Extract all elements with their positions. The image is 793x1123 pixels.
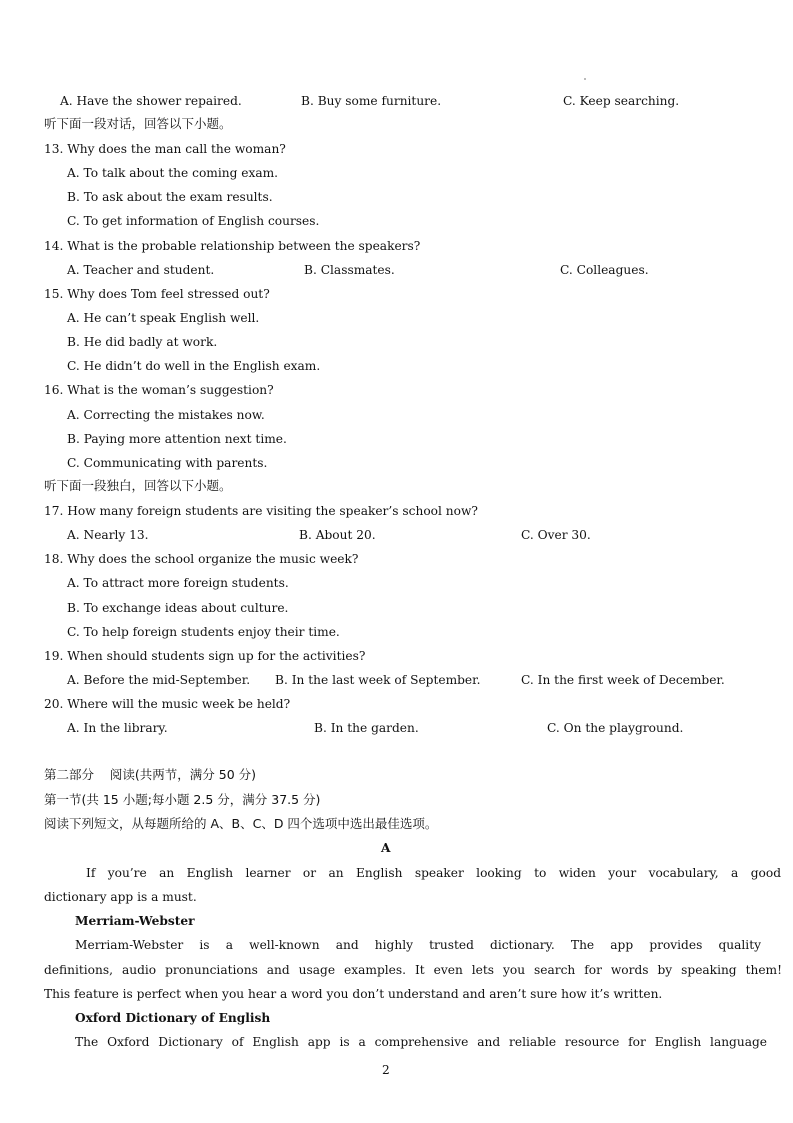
passage-intro-line-2: dictionary app is a must. — [44, 890, 197, 904]
q12-option-a: A. Have the shower repaired. — [60, 94, 242, 108]
q12-option-b: B. Buy some furniture. — [301, 94, 442, 108]
q17-option-b: B. About 20. — [299, 528, 376, 542]
q20-option-b: B. In the garden. — [314, 721, 419, 735]
q17-option-c: C. Over 30. — [521, 528, 591, 542]
q13-stem: 13. Why does the man call the woman? — [44, 142, 286, 156]
q17-stem: 17. How many foreign students are visiting the speaker’s school now? — [44, 504, 478, 518]
scan-speck — [584, 78, 586, 80]
q15-option-a: A. He can’t speak English well. — [67, 311, 260, 325]
q20-option-a: A. In the library. — [67, 721, 168, 735]
q16-option-c: C. Communicating with parents. — [67, 456, 268, 470]
dialogue-instruction: 听下面一段对话，回答以下小题。 — [44, 116, 232, 131]
q20-stem: 20. Where will the music week be held? — [44, 697, 291, 711]
q15-option-b: B. He did badly at work. — [67, 335, 218, 349]
q15-option-c: C. He didn’t do well in the English exam. — [67, 359, 321, 373]
q14-option-b: B. Classmates. — [304, 263, 395, 277]
q19-option-a: A. Before the mid-September. — [67, 673, 251, 687]
oxford-heading: Oxford Dictionary of English — [75, 1011, 271, 1025]
q17-option-a: A. Nearly 13. — [67, 528, 149, 542]
passage-label: A — [381, 841, 391, 855]
page-number: 2 — [382, 1063, 390, 1077]
q13-option-a: A. To talk about the coming exam. — [67, 166, 279, 180]
q16-stem: 16. What is the woman’s suggestion? — [44, 383, 274, 397]
merriam-webster-heading: Merriam-Webster — [75, 914, 195, 928]
q20-option-c: C. On the playground. — [547, 721, 684, 735]
reading-instruction: 阅读下列短文，从每题所给的 A、B、C、D 四个选项中选出最佳选项。 — [44, 816, 438, 831]
q14-stem: 14. What is the probable relationship between the speakers? — [44, 239, 421, 253]
part2-title: 第二部分 阅读(共两节，满分 50 分) — [44, 767, 257, 782]
monologue-instruction: 听下面一段独白，回答以下小题。 — [44, 478, 232, 493]
q14-option-a: A. Teacher and student. — [67, 263, 215, 277]
q19-option-b: B. In the last week of September. — [275, 673, 481, 687]
q13-option-c: C. To get information of English courses. — [67, 214, 320, 228]
merriam-webster-line-1: Merriam-Webster is a well-known and highly trusted dictionary. The app provides quality — [75, 938, 761, 952]
q18-stem: 18. Why does the school organize the music week? — [44, 552, 359, 566]
q13-option-b: B. To ask about the exam results. — [67, 190, 273, 204]
q14-option-c: C. Colleagues. — [560, 263, 649, 277]
q18-option-a: A. To attract more foreign students. — [67, 576, 289, 590]
q19-option-c: C. In the first week of December. — [521, 673, 725, 687]
section1-heading: 第一节(共 15 小题;每小题 2.5 分，满分 37.5 分) — [44, 792, 321, 807]
q15-stem: 15. Why does Tom feel stressed out? — [44, 287, 270, 301]
oxford-line-1: The Oxford Dictionary of English app is a comprehensive and reliable resource for English language — [75, 1035, 767, 1049]
q16-option-a: A. Correcting the mistakes now. — [67, 408, 265, 422]
q18-option-c: C. To help foreign students enjoy their time. — [67, 625, 340, 639]
q12-option-c: C. Keep searching. — [563, 94, 680, 108]
merriam-webster-line-2: definitions, audio pronunciations and usage examples. It even lets you search for words by speaking them! — [44, 963, 782, 977]
q18-option-b: B. To exchange ideas about culture. — [67, 601, 289, 615]
q19-stem: 19. When should students sign up for the activities? — [44, 649, 366, 663]
merriam-webster-line-3: This feature is perfect when you hear a word you don’t understand and aren’t sure how it’s written. — [44, 987, 663, 1001]
passage-intro-line-1: If you’re an English learner or an English speaker looking to widen your vocabulary, a good — [86, 866, 781, 880]
q16-option-b: B. Paying more attention next time. — [67, 432, 287, 446]
